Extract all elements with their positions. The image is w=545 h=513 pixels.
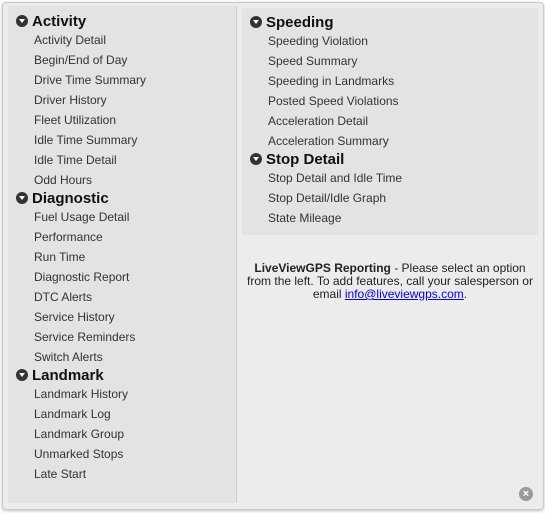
reports-panel <box>2 2 544 510</box>
menu-item-idle-time-detail[interactable]: Idle Time Detail <box>34 153 117 167</box>
collapse-icon[interactable] <box>16 192 28 204</box>
section-title: Diagnostic <box>32 189 109 207</box>
collapse-icon[interactable] <box>250 153 262 165</box>
section-header-landmark[interactable] <box>8 366 128 384</box>
collapse-icon[interactable] <box>16 369 28 381</box>
menu-item-diagnostic-report[interactable]: Diagnostic Report <box>34 270 130 284</box>
menu-item-service-history[interactable]: Service History <box>34 310 115 324</box>
menu-item-late-start[interactable]: Late Start <box>34 467 87 481</box>
menu-item-stop-detail-and-idle-time[interactable]: Stop Detail and Idle Time <box>268 171 403 185</box>
menu-item-service-reminders[interactable]: Service Reminders <box>34 330 136 344</box>
menu-item-acceleration-summary[interactable]: Acceleration Summary <box>268 134 389 148</box>
section-speeding <box>242 13 399 151</box>
menu-item-landmark-group[interactable]: Landmark Group <box>34 427 125 441</box>
menu-item-landmark-history[interactable]: Landmark History <box>34 387 129 401</box>
collapse-icon[interactable] <box>16 15 28 27</box>
section-diagnostic <box>8 189 135 367</box>
section-title: Landmark <box>32 366 104 384</box>
menu-item-drive-time-summary[interactable]: Drive Time Summary <box>34 73 147 87</box>
menu-item-unmarked-stops[interactable]: Unmarked Stops <box>34 447 124 461</box>
brand-name: LiveViewGPS Reporting <box>254 261 391 275</box>
section-title: Stop Detail <box>266 150 345 168</box>
section-title: Activity <box>32 12 87 30</box>
menu-item-fleet-utilization[interactable]: Fleet Utilization <box>34 113 117 127</box>
section-header-stop-detail[interactable] <box>242 150 402 168</box>
menu-item-speed-summary[interactable]: Speed Summary <box>268 54 358 68</box>
email-link[interactable]: info@liveviewgps.com <box>344 287 464 301</box>
menu-item-run-time[interactable]: Run Time <box>34 250 86 264</box>
menu-item-odd-hours[interactable]: Odd Hours <box>34 173 93 187</box>
info-text: - Please select an option from the left. To add features, call your salesperson or email <box>247 261 533 301</box>
menu-item-speeding-in-landmarks[interactable]: Speeding in Landmarks <box>268 74 395 88</box>
menu-item-begin-end-of-day[interactable]: Begin/End of Day <box>34 53 128 67</box>
section-stop-detail <box>242 150 402 228</box>
menu-item-landmark-log[interactable]: Landmark Log <box>34 407 111 421</box>
menu-item-posted-speed-violations[interactable]: Posted Speed Violations <box>268 94 399 108</box>
section-header-diagnostic[interactable] <box>8 189 135 207</box>
section-landmark <box>8 366 128 484</box>
menu-item-idle-time-summary[interactable]: Idle Time Summary <box>34 133 138 147</box>
menu-item-speeding-violation[interactable]: Speeding Violation <box>268 34 368 48</box>
menu-item-state-mileage[interactable]: State Mileage <box>268 211 342 225</box>
menu-item-fuel-usage-detail[interactable]: Fuel Usage Detail <box>34 210 130 224</box>
menu-item-performance[interactable]: Performance <box>34 230 103 244</box>
menu-item-switch-alerts[interactable]: Switch Alerts <box>34 350 103 364</box>
menu-item-stop-detail-idle-graph[interactable]: Stop Detail/Idle Graph <box>268 191 387 205</box>
right-menu <box>242 8 538 235</box>
close-icon[interactable]: × <box>519 487 533 501</box>
section-title: Speeding <box>266 13 334 31</box>
menu-item-dtc-alerts[interactable]: DTC Alerts <box>34 290 93 304</box>
left-menu <box>8 6 237 503</box>
collapse-icon[interactable] <box>250 16 262 28</box>
menu-item-acceleration-detail[interactable]: Acceleration Detail <box>268 114 369 128</box>
menu-item-driver-history[interactable]: Driver History <box>34 93 107 107</box>
info-text-end: . <box>463 287 468 301</box>
section-header-activity[interactable] <box>8 12 146 30</box>
info-message <box>242 262 538 301</box>
section-activity <box>8 12 146 190</box>
menu-item-activity-detail[interactable]: Activity Detail <box>34 33 107 47</box>
section-header-speeding[interactable] <box>242 13 399 31</box>
